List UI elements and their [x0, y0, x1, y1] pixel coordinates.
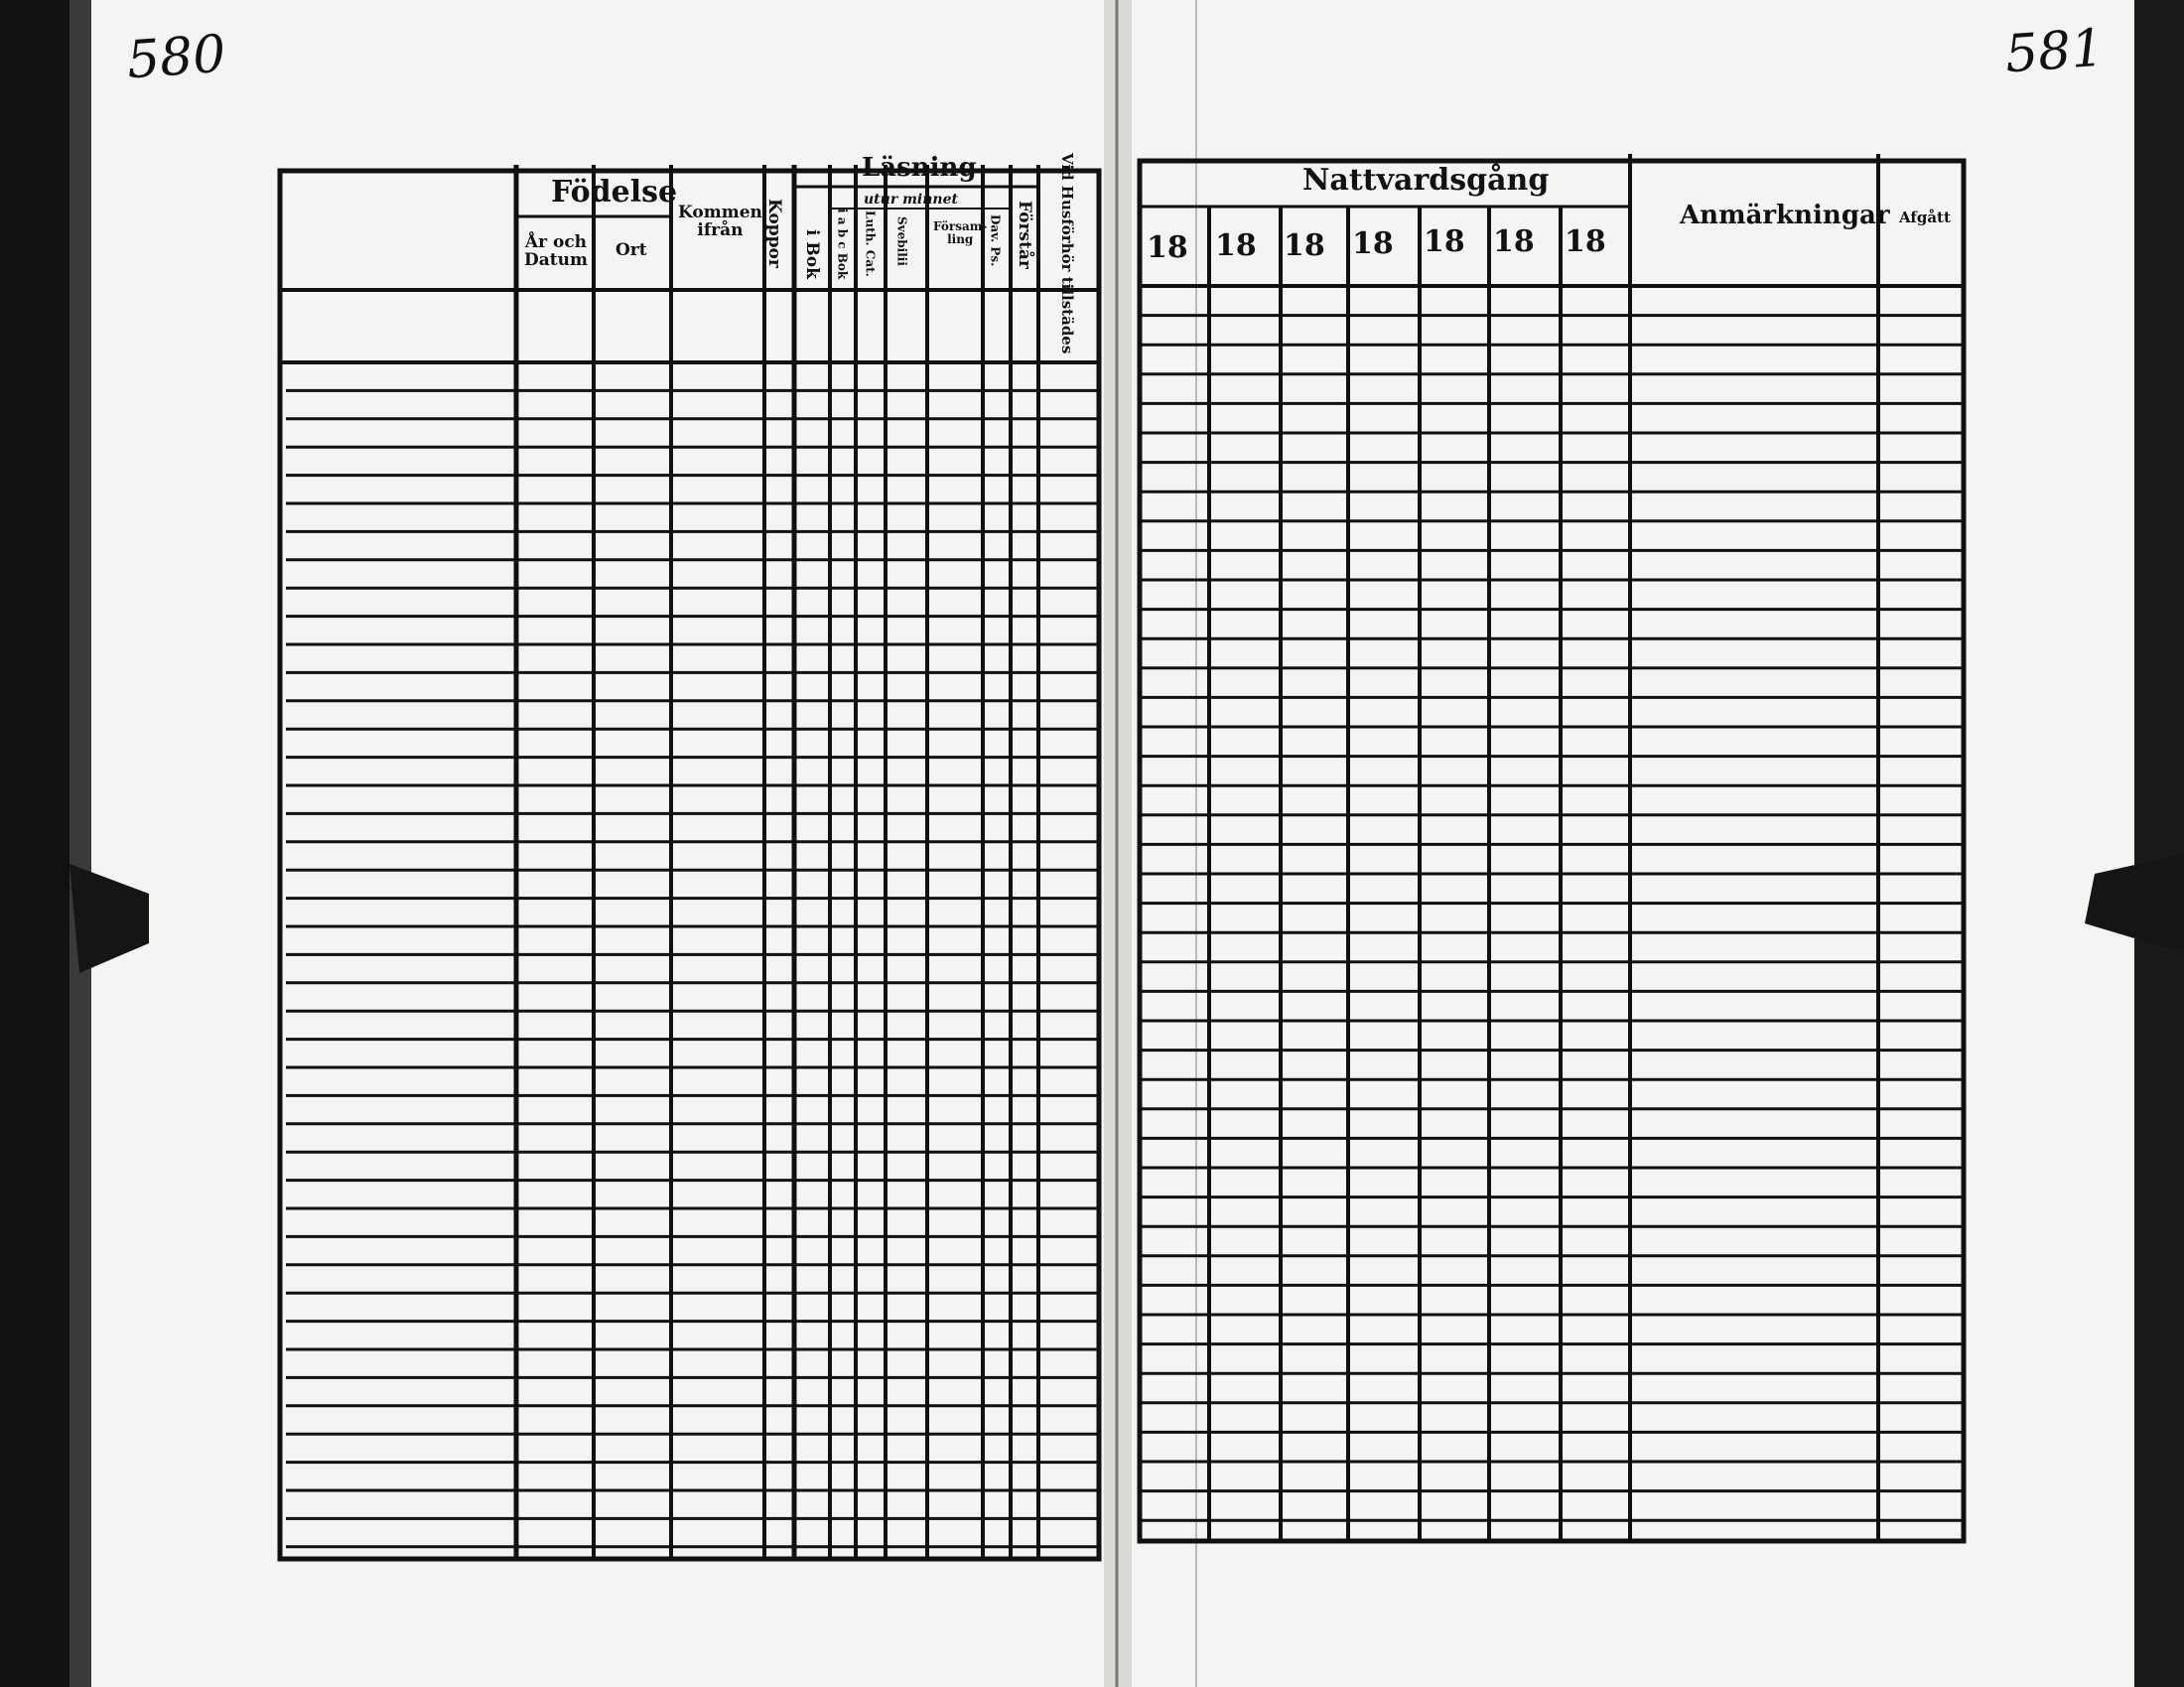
- right-binding: [2134, 0, 2184, 1687]
- right-clip: [2085, 854, 2184, 953]
- header-anmarkningar: Anmärkningar: [1680, 201, 1890, 230]
- page-number-left: 580: [125, 24, 228, 91]
- year-prefix-7: 18: [1565, 224, 1606, 259]
- header-ar-och-datum: År och Datum: [524, 232, 588, 270]
- left-clip: [69, 864, 149, 973]
- header-kommen-ifran: Kommen ifrån: [678, 203, 762, 240]
- header-svebilii: Svebilii: [894, 216, 909, 266]
- header-forstar: Förstår: [1014, 200, 1034, 269]
- year-prefix-6: 18: [1493, 224, 1535, 259]
- left-binding: [0, 0, 69, 1687]
- header-dav-ps: Dav. Ps.: [988, 213, 1003, 267]
- header-forsamling: Försam- ling: [933, 219, 988, 246]
- header-koppor: Koppor: [763, 199, 784, 268]
- year-prefix-1: 18: [1147, 230, 1188, 265]
- header-utur-minnet: utur minnet: [864, 192, 958, 208]
- left-edge-gray: [69, 0, 91, 1687]
- right-register-table: [1140, 154, 1964, 1541]
- year-prefix-2: 18: [1215, 228, 1257, 263]
- header-luth-cat: Luth. Cat.: [863, 211, 878, 277]
- left-register-table: [280, 165, 1099, 1559]
- header-fodelse: Födelse: [551, 175, 678, 210]
- header-abc-bok: i a b c Bok: [835, 209, 850, 280]
- year-prefix-4: 18: [1352, 226, 1394, 261]
- year-prefix-3: 18: [1284, 228, 1325, 263]
- page-number-right: 581: [2003, 18, 2107, 85]
- header-ort: Ort: [615, 240, 647, 260]
- header-lasning: Läsning: [862, 153, 977, 183]
- header-afgatt: Afgått: [1899, 209, 1951, 226]
- header-i-bok: i Bok: [801, 229, 822, 279]
- header-nattvardsgang: Nattvardsgång: [1302, 163, 1550, 198]
- header-vid-husforhor: Vid Husförhör tillstädes: [1057, 153, 1076, 354]
- year-prefix-5: 18: [1424, 224, 1465, 259]
